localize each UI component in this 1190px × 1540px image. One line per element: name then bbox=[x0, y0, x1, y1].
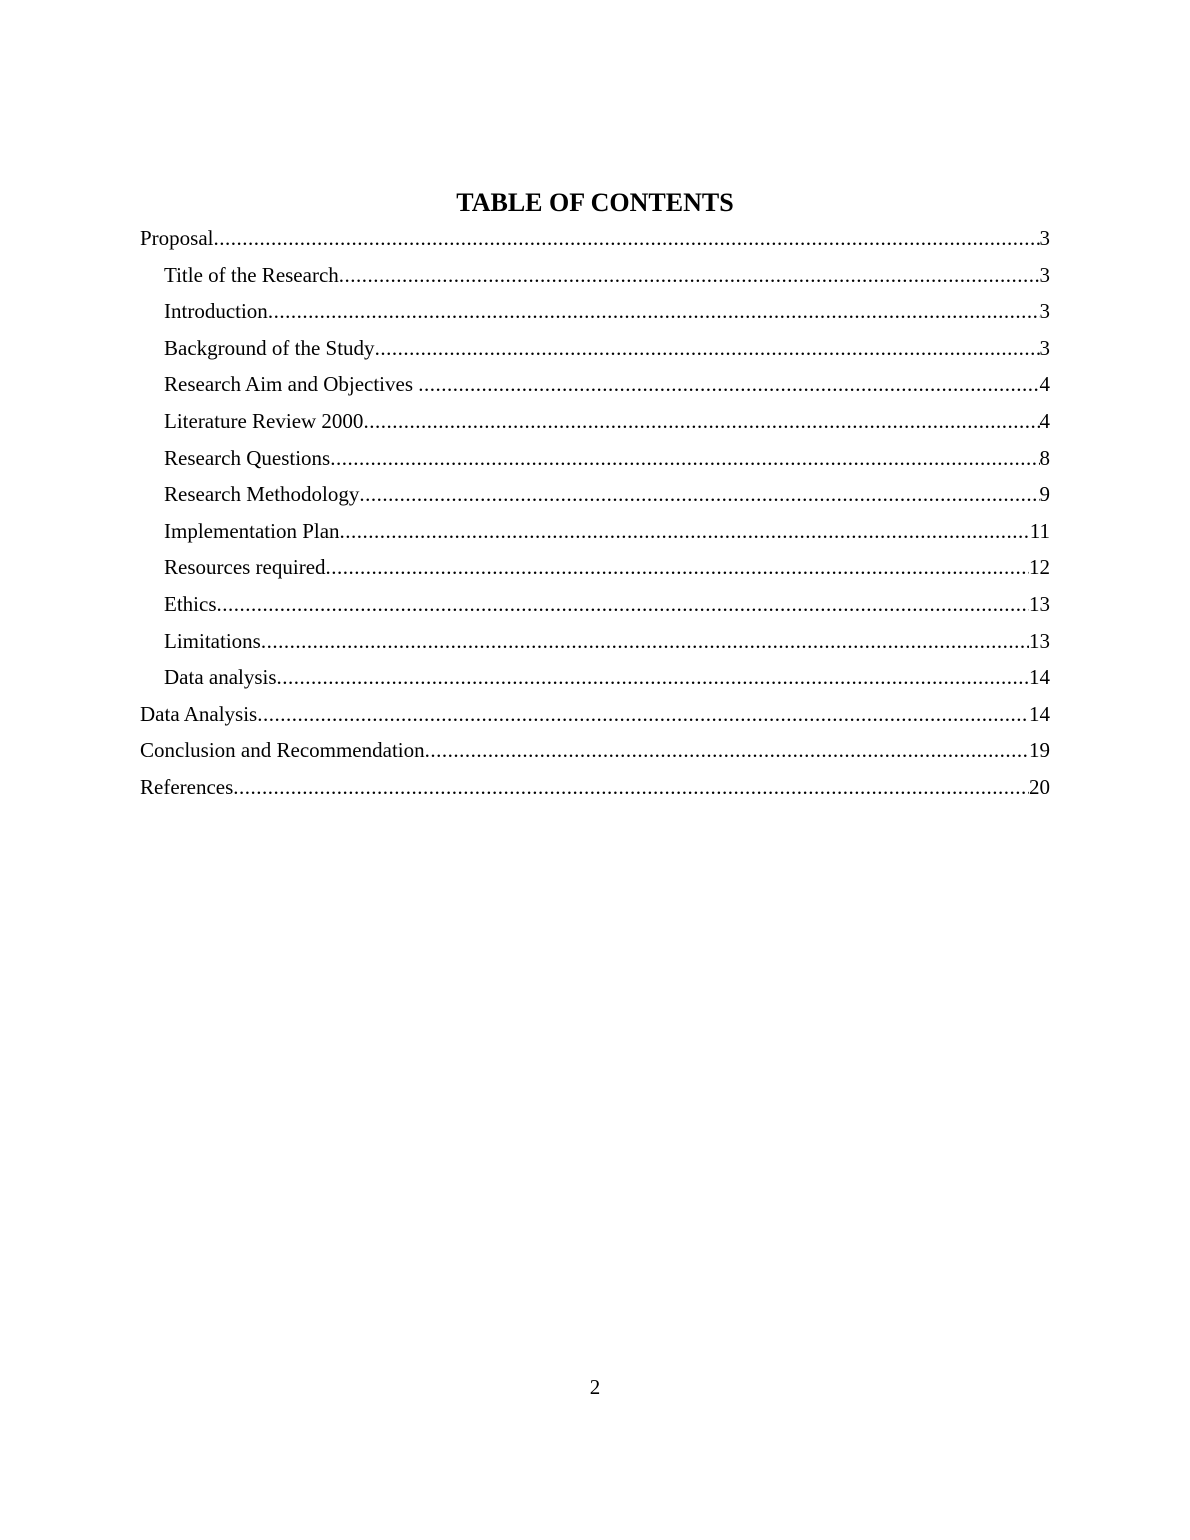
toc-dot-leader bbox=[330, 440, 1039, 477]
toc-entry-label: Limitations bbox=[164, 628, 261, 653]
toc-dot-leader bbox=[214, 220, 1040, 257]
toc-entry-title-of-the-research[interactable] bbox=[140, 257, 1050, 294]
toc-entry-limitations[interactable] bbox=[140, 623, 1050, 660]
toc-entry-page: 3 bbox=[1039, 226, 1050, 250]
toc-entry-page: 13 bbox=[1029, 628, 1050, 653]
toc-entry-label: Data analysis bbox=[164, 665, 277, 690]
toc-entry-label: Research Methodology bbox=[164, 482, 360, 507]
toc-entry-literature-review[interactable] bbox=[140, 403, 1050, 440]
toc-entry-conclusion-and-recommendation[interactable] bbox=[140, 732, 1050, 769]
toc-entry-data-analysis-sub[interactable] bbox=[140, 659, 1050, 696]
toc-entry-page: 9 bbox=[1039, 482, 1050, 507]
toc-entry-page: 4 bbox=[1039, 372, 1050, 397]
toc-entry-ethics[interactable] bbox=[140, 586, 1050, 623]
toc-dot-leader bbox=[418, 366, 1039, 403]
toc-entry-label: Ethics bbox=[164, 591, 217, 616]
toc-entry-page: 3 bbox=[1039, 335, 1050, 360]
toc-dot-leader bbox=[359, 476, 1039, 513]
toc-dot-leader bbox=[233, 769, 1029, 806]
toc-entry-page: 19 bbox=[1029, 738, 1050, 763]
toc-entry-page: 3 bbox=[1039, 262, 1050, 287]
toc-entry-page: 14 bbox=[1029, 665, 1050, 690]
toc-dot-leader bbox=[261, 623, 1029, 660]
toc-entry-research-questions[interactable] bbox=[140, 440, 1050, 477]
toc-dot-leader bbox=[340, 513, 1030, 550]
toc-entry-label: Implementation Plan bbox=[164, 518, 340, 543]
toc-entry-label: Resources required bbox=[164, 555, 326, 580]
toc-entry-page: 3 bbox=[1039, 299, 1050, 324]
toc-entry-proposal[interactable] bbox=[140, 220, 1050, 257]
toc-entry-label: Proposal bbox=[140, 226, 214, 250]
toc-entry-page: 11 bbox=[1029, 518, 1050, 543]
toc-dot-leader bbox=[268, 293, 1040, 330]
toc-entry-introduction[interactable] bbox=[140, 293, 1050, 330]
toc-dot-leader bbox=[363, 403, 1039, 440]
toc-entry-page: 8 bbox=[1039, 445, 1050, 470]
toc-entry-references[interactable] bbox=[140, 769, 1050, 806]
toc-dot-leader bbox=[257, 696, 1029, 733]
page-number: 2 bbox=[589, 1375, 601, 1399]
toc-entry-page: 20 bbox=[1029, 774, 1050, 799]
toc-entry-page: 14 bbox=[1029, 701, 1050, 726]
toc-entry-label: Introduction bbox=[164, 299, 268, 324]
toc-entry-label: Background of the Study bbox=[164, 335, 375, 360]
toc-entry-label: References bbox=[140, 774, 234, 799]
toc-dot-leader bbox=[217, 586, 1030, 623]
toc-dot-leader bbox=[425, 732, 1029, 769]
toc-entry-research-methodology[interactable] bbox=[140, 476, 1050, 513]
toc-entry-label: Conclusion and Recommendation bbox=[140, 738, 425, 763]
toc-dot-leader bbox=[339, 257, 1040, 294]
toc-entry-resources-required[interactable] bbox=[140, 549, 1050, 586]
toc-dot-leader bbox=[277, 659, 1029, 696]
toc-dot-leader bbox=[326, 549, 1029, 586]
toc-entry-research-aim-and-objectives[interactable] bbox=[140, 366, 1050, 403]
toc-entry-page: 4 bbox=[1039, 408, 1050, 433]
toc-entry-label: Research Aim and Objectives bbox=[164, 372, 419, 397]
toc-entry-label: Data Analysis bbox=[140, 701, 258, 726]
toc-entry-label: Literature Review 2000 bbox=[164, 408, 364, 433]
toc-entry-label: Research Questions bbox=[164, 445, 331, 470]
toc-entry-implementation-plan[interactable] bbox=[140, 513, 1050, 550]
toc-dot-leader bbox=[375, 330, 1040, 367]
toc-entry-label: Title of the Research bbox=[164, 262, 339, 287]
toc-title: TABLE OF CONTENTS bbox=[456, 188, 734, 217]
toc-entry-page: 13 bbox=[1029, 591, 1050, 616]
toc-entry-page: 12 bbox=[1029, 555, 1050, 580]
toc-list bbox=[140, 220, 1050, 806]
toc-entry-background-of-the-study[interactable] bbox=[140, 330, 1050, 367]
toc-entry-data-analysis[interactable] bbox=[140, 696, 1050, 733]
